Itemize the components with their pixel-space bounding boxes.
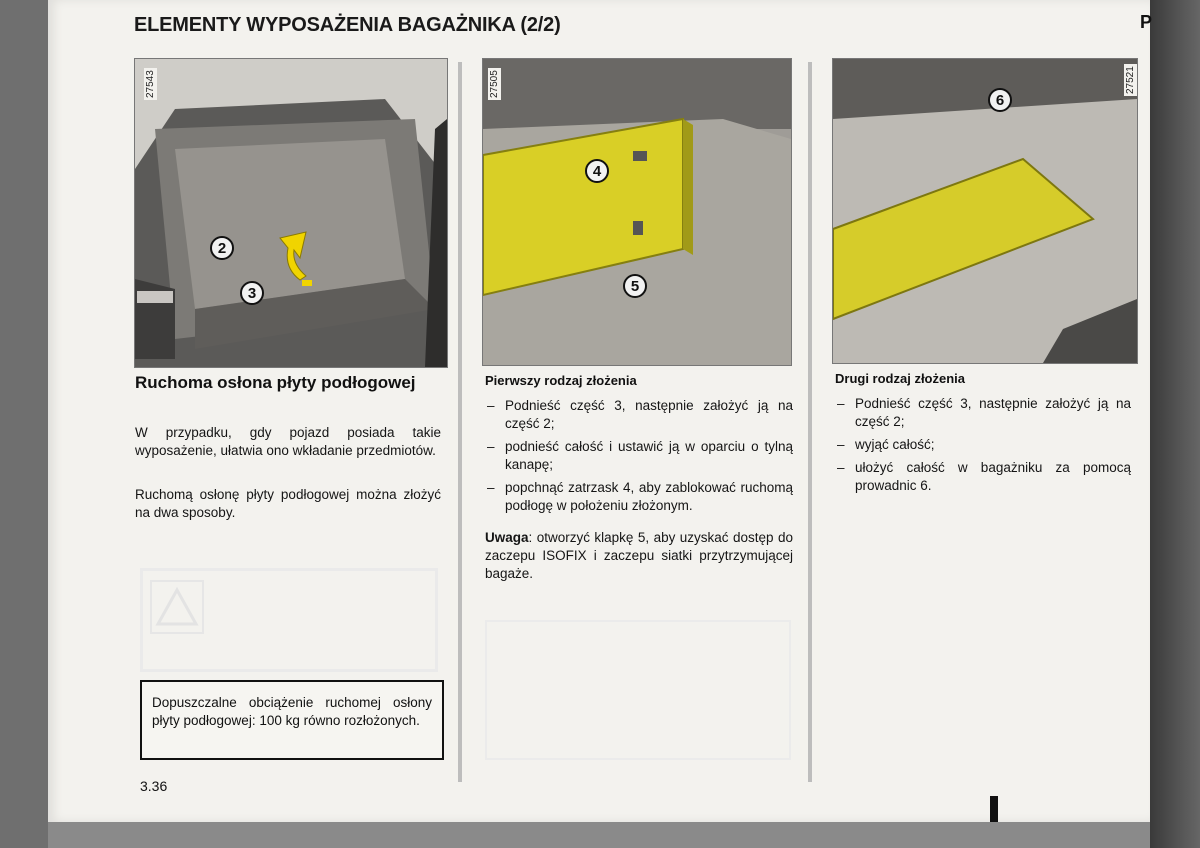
note-label: Uwaga: [485, 530, 529, 545]
first-fold-heading: Pierwszy rodzaj złożenia: [485, 373, 637, 388]
list-item: – ułożyć całość w bagażniku za pomocą prowadnic 6.: [837, 460, 1131, 493]
photo-first-fold: [482, 58, 792, 366]
fold-options-paragraph: Ruchomą osłonę płyty podłogowej można złożyć na dwa sposoby.: [135, 487, 441, 520]
second-fold-illustration: [833, 59, 1137, 363]
isofix-note: [485, 529, 793, 583]
list-item: – podnieść całość i ustawić ją w oparciu o tylną kanapę;: [487, 439, 793, 472]
faint-info-box: [485, 620, 791, 760]
warning-triangle-icon: [150, 580, 204, 634]
page-title: ELEMENTY WYPOSAŻENIA BAGAŻNIKA (2/2): [134, 14, 561, 36]
photo-second-fold: [832, 58, 1138, 364]
first-fold-steps: [485, 397, 793, 520]
photo-code-1: 27543: [145, 70, 156, 98]
load-limit-note: Dopuszczalne obciążenie ruchomej osłony płyty podłogowej: 100 kg równo rozłożonych.: [140, 680, 444, 760]
photo-code-3: 27521: [1125, 66, 1136, 94]
photo-trunk-open: [134, 58, 448, 368]
arrow-up-icon: [270, 228, 320, 292]
column-divider-1: [458, 62, 462, 782]
photo-code-2: 27505: [489, 70, 500, 98]
list-item: – popchnąć zatrzask 4, aby zablokować ruchomą podłogę w położeniu złożonym.: [487, 480, 793, 513]
trunk-open-illustration: [135, 59, 447, 367]
column-divider-2: [808, 62, 812, 782]
page-number: 3.36: [140, 778, 168, 794]
callout-3: 3: [240, 281, 264, 305]
list-item: – Podnieść część 3, następnie założyć ją na część 2;: [487, 398, 793, 431]
callout-6: 6: [988, 88, 1012, 112]
callout-2: 2: [210, 236, 234, 260]
list-item: – Podnieść część 3, następnie założyć ją na część 2;: [837, 396, 1131, 429]
note-text: : otworzyć klapkę 5, aby uzyskać dostęp do zaczepu ISOFIX i zaczepu siatki przytrzymującej bagaże.: [485, 530, 793, 581]
section-heading: Ruchoma osłona płyty podłogowej: [135, 373, 416, 392]
list-item: – wyjąć całość;: [837, 437, 935, 452]
first-fold-illustration: [483, 59, 791, 365]
second-fold-steps: [835, 395, 1131, 500]
binding-edge: [1150, 0, 1200, 848]
callout-4: 4: [585, 159, 609, 183]
callout-5: 5: [623, 274, 647, 298]
page-bottom-shadow: [48, 822, 1150, 848]
next-page-edge-letter: P: [1140, 12, 1153, 32]
intro-paragraph: W przypadku, gdy pojazd posiada takie wyposażenie, ułatwia ono wkładanie przedmiotów.: [135, 425, 441, 458]
second-fold-heading: Drugi rodzaj złożenia: [835, 371, 966, 386]
page-tab-marker: [990, 796, 998, 822]
